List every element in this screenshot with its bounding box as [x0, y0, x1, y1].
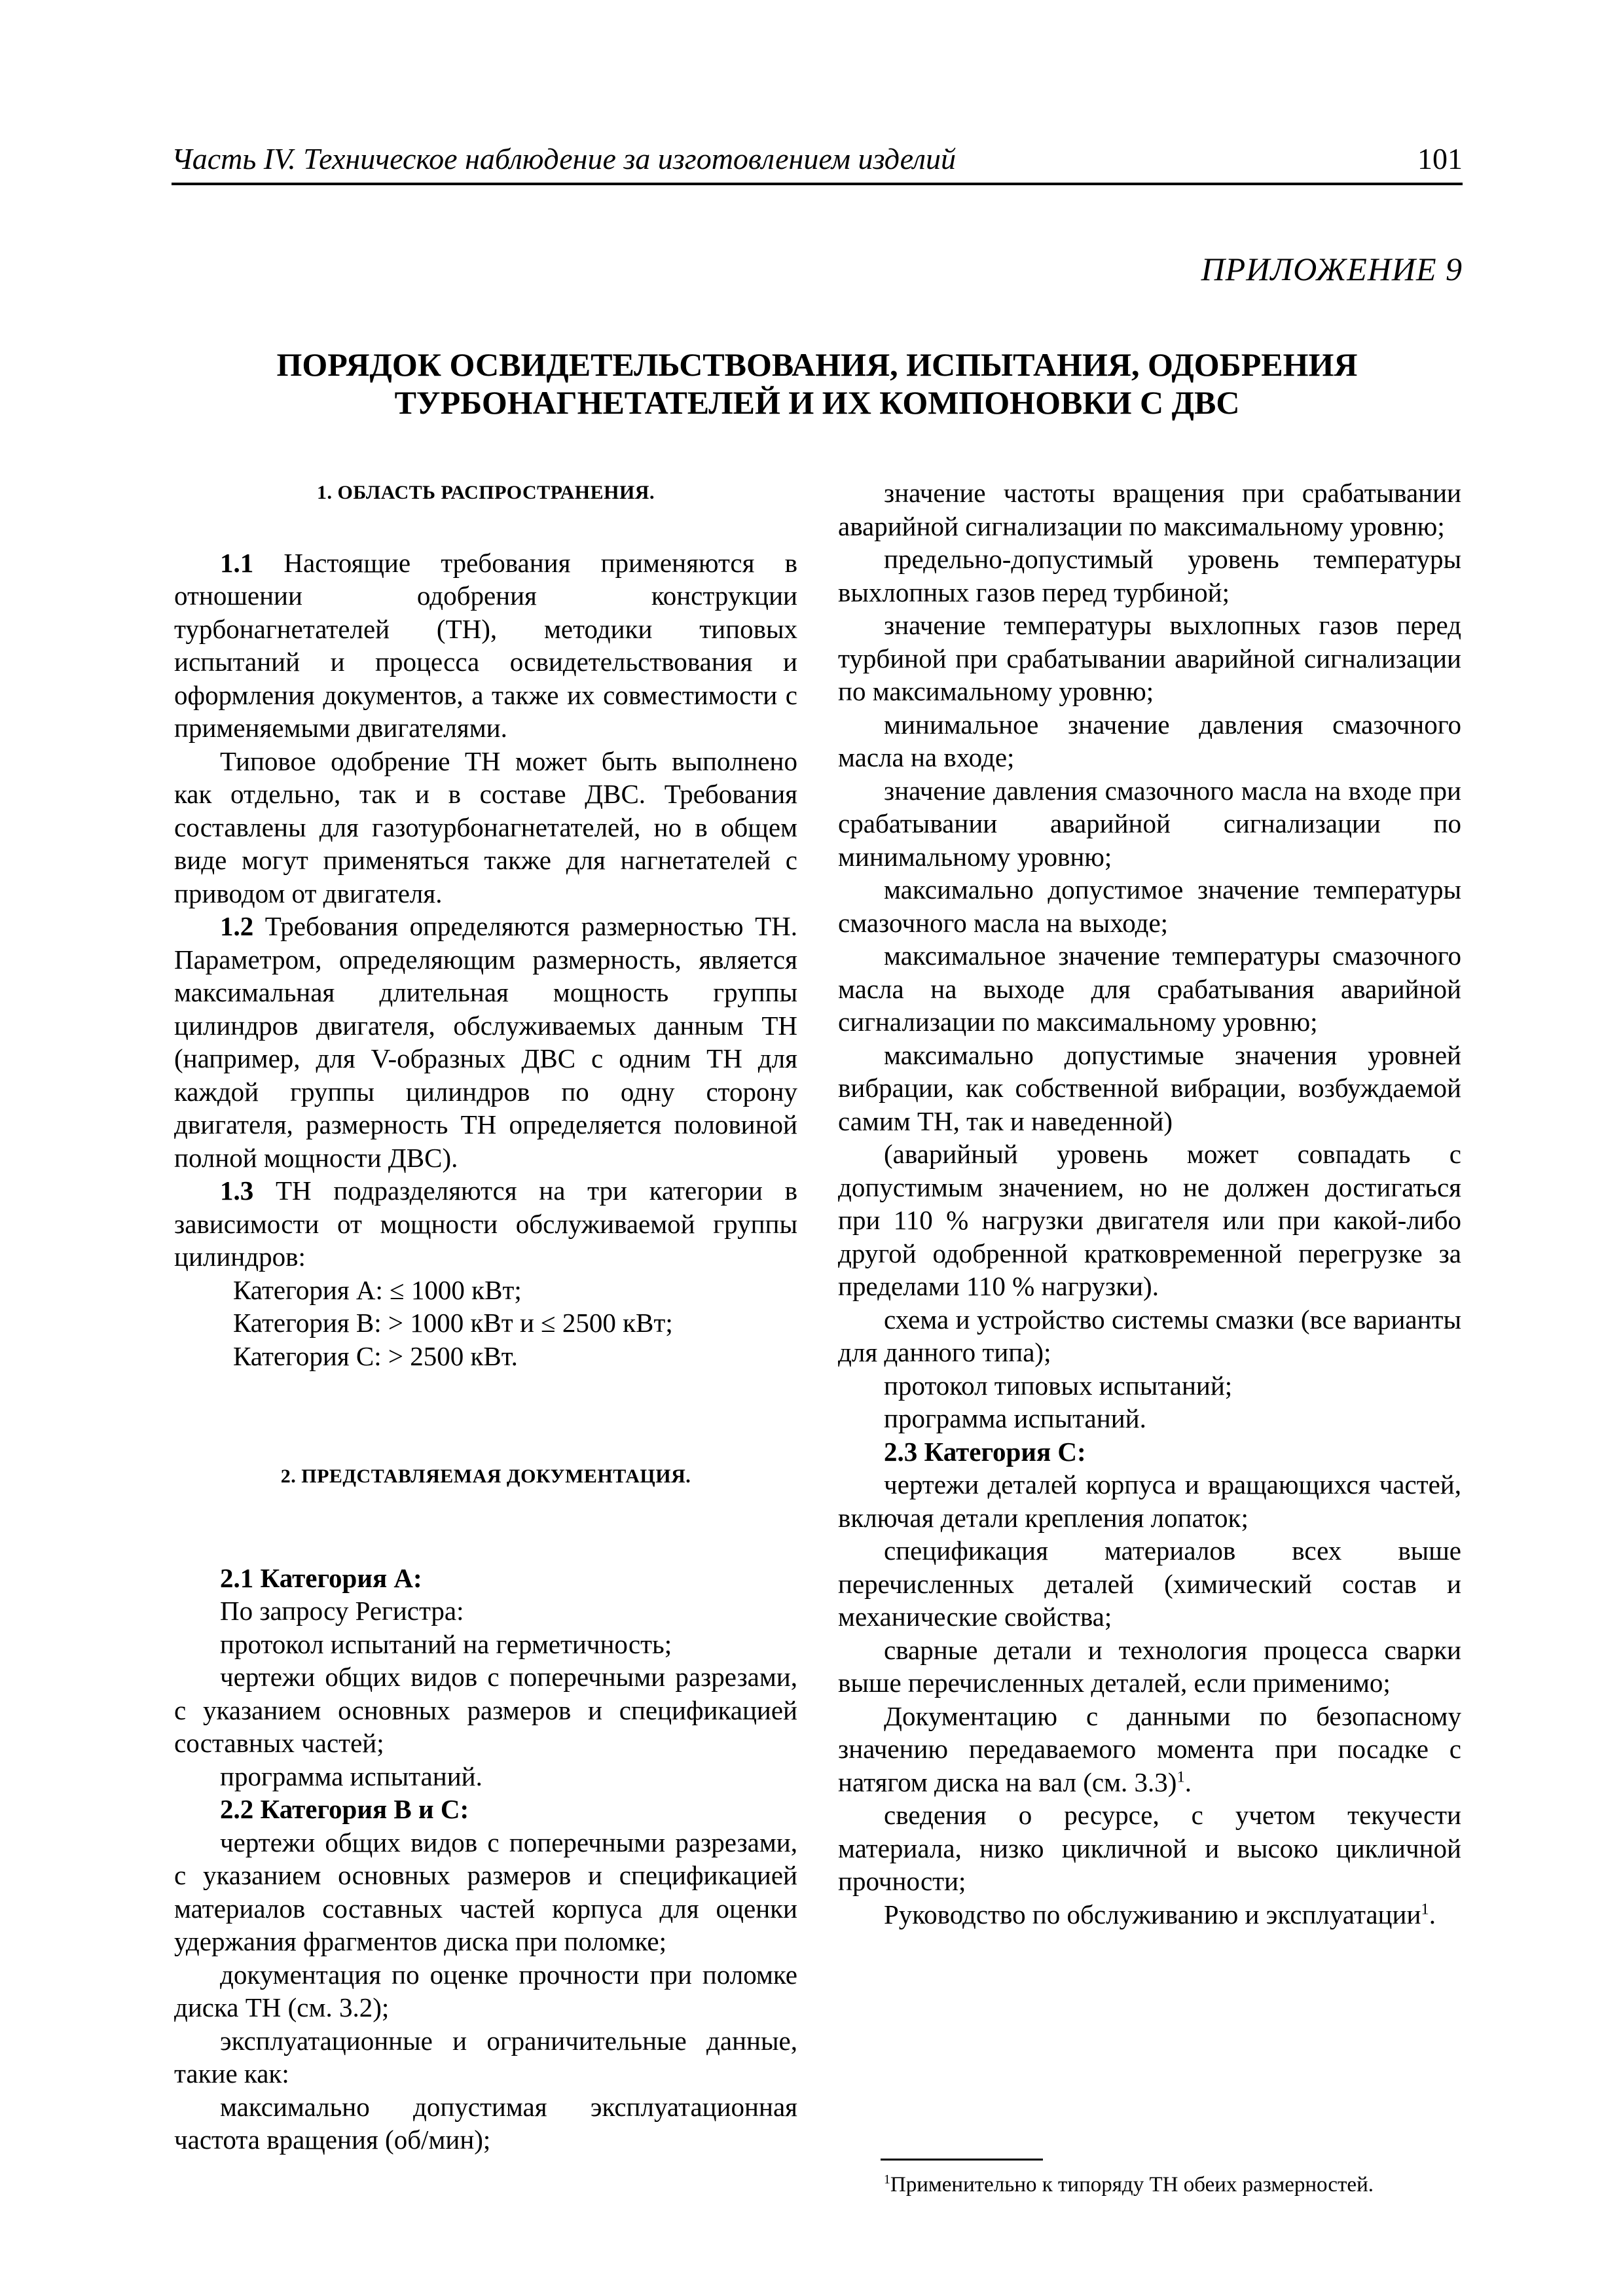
title-line-2: ТУРБОНАГНЕТАТЕЛЕЙ И ИХ КОМПОНОВКИ С ДВС — [394, 384, 1240, 421]
section-2-title: 2. ПРЕДСТАВЛЯЕМАЯ ДОКУМЕНТАЦИЯ. — [280, 1465, 691, 1487]
list-item: сварные детали и технология процесса сварки выше перечисленных деталей, если применимо; — [838, 1634, 1461, 1698]
list-item: программа испытаний. — [220, 1761, 483, 1791]
list-item: значение частоты вращения при срабатывании аварийной сигнализации по максимальному уровню; — [838, 478, 1461, 541]
list-item: Документацию с данными по безопасному значению передаваемого момента при посадке с натягом диска на вал (см. 3.3)$^1$. — [838, 1700, 1461, 1797]
footnote-separator — [881, 2159, 1043, 2161]
running-title: Часть IV. Техническое наблюдение за изготовлением изделий — [172, 142, 956, 175]
list-item: минимальное значение давления смазочного масла на входе; — [838, 709, 1461, 772]
footnote-ref: 1 — [1176, 1767, 1185, 1785]
list-item: сведения о ресурсе, с учетом текучести материала, низко цикличной и высоко цикличной прочности; — [838, 1800, 1461, 1896]
running-header — [172, 141, 1463, 185]
document-title — [172, 346, 1463, 422]
list-item: (аварийный уровень может совпадать с допустимым значением, но не должен достигаться при 110 % нагрузки двигателя или при какой-либо другой одобренной кратковременной перегрузке за пределами 110 % нагрузки). — [838, 1139, 1461, 1301]
footnote-ref: 1 — [1421, 1899, 1429, 1918]
list-item: предельно-допустимый уровень температуры выхлопных газов перед турбиной; — [838, 544, 1461, 607]
title-line-1: ПОРЯДОК ОСВИДЕТЕЛЬСТВОВАНИЯ, ИСПЫТАНИЯ, ОДОБРЕНИЯ — [276, 346, 1358, 383]
list-item: максимальное значение температуры смазочного масла на выходе для срабатывания аварийной сигнализации по максимальному уровню; — [838, 941, 1461, 1037]
subsection-2-2-heading: 2.2 Категория В и С: — [220, 1794, 469, 1824]
list-item: протокол испытаний на герметичность; — [220, 1628, 672, 1659]
list-item: Руководство по обслуживанию и эксплуатации$^1$. — [884, 1899, 1436, 1929]
paragraph-1-1: 1.1 Настоящие требования применяются в отношении одобрения конструкции турбонагнетателей (ТН), методики типовых испытаний и процесса освидетельствования и оформления документов, а также их совместимости с применяемыми двигателями. — [174, 547, 797, 743]
list-item: максимально допустимое значение температуры смазочного масла на выходе; — [838, 874, 1461, 938]
page-number: 101 — [1417, 142, 1463, 175]
list-item: По запросу Регистра: — [220, 1596, 464, 1626]
paragraph-type-approval: Типовое одобрение ТН может быть выполнено как отдельно, так и в составе ДВС. Требования составлены для газотурбонагнетателей, но в общем виде могут применяться также для нагнетателей с приводом от двигателя. — [174, 745, 797, 908]
list-item: программа испытаний. — [884, 1403, 1146, 1433]
clause-number: 1.3 — [220, 1175, 254, 1206]
footnote: $^1$Применительно к типоряду ТН обеих размерностей. — [884, 2172, 1374, 2197]
list-item: максимально допустимые значения уровней вибрации, как собственной вибрации, возбуждаемой самим ТН, так и наведенной) — [838, 1039, 1461, 1136]
subsection-2-1-heading: 2.1 Категория А: — [220, 1562, 422, 1593]
list-item: эксплуатационные и ограничительные данные, такие как: — [174, 2025, 797, 2089]
list-item: чертежи общих видов с поперечными разрезами, с указанием основных размеров и спецификацией материалов составных частей корпуса для оценки удержания фрагментов диска при поломке; — [174, 1827, 797, 1956]
clause-number: 1.1 — [220, 547, 254, 578]
list-item: схема и устройство системы смазки (все варианты для данного типа); — [838, 1304, 1461, 1367]
category-c: Категория С: > 2500 кВт. — [233, 1340, 518, 1371]
list-item: максимально допустимая эксплуатационная частота вращения (об/мин); — [174, 2091, 797, 2155]
list-item: чертежи общих видов с поперечными разрезами, с указанием основных размеров и спецификацией составных частей; — [174, 1662, 797, 1758]
footnote-mark: 1 — [884, 2172, 890, 2187]
appendix-label: ПРИЛОЖЕНИЕ 9 — [1201, 251, 1463, 287]
left-column — [174, 476, 797, 2157]
list-item: документация по оценке прочности при поломке диска ТН (см. 3.2); — [174, 1959, 797, 2022]
paragraph-1-3: 1.3 ТН подразделяются на три категории в зависимости от мощности обслуживаемой группы цилиндров: — [174, 1175, 797, 1272]
section-1-title: 1. ОБЛАСТЬ РАСПРОСТРАНЕНИЯ. — [317, 482, 655, 503]
list-item: значение температуры выхлопных газов перед турбиной при срабатывании аварийной сигнализации по максимальному уровню; — [838, 610, 1461, 706]
list-item: чертежи деталей корпуса и вращающихся частей, включая детали крепления лопаток; — [838, 1469, 1461, 1533]
category-b: Категория В: > 1000 кВт и ≤ 2500 кВт; — [233, 1308, 673, 1338]
subsection-2-3-heading: 2.3 Категория С: — [884, 1436, 1086, 1467]
list-item: значение давления смазочного масла на входе при срабатывании аварийной сигнализации по минимальному уровню; — [838, 775, 1461, 872]
category-a: Категория А: ≤ 1000 кВт; — [233, 1274, 522, 1305]
right-column — [838, 476, 1461, 1931]
list-item: протокол типовых испытаний; — [884, 1370, 1233, 1401]
paragraph-1-2: 1.2 Требования определяются размерностью ТН. Параметром, определяющим размерность, является максимальная длительная мощность группы цилиндров двигателя, обслуживаемых данным ТН (например, для V-образных ДВС с одним ТН для каждой группы цилиндров по одну сторону двигателя, размерность ТН определяется половиной полной мощности ДВС). — [174, 911, 797, 1173]
list-item: спецификация материалов всех выше перечисленных деталей (химический состав и механические свойства; — [838, 1535, 1461, 1632]
clause-number: 1.2 — [220, 911, 254, 941]
